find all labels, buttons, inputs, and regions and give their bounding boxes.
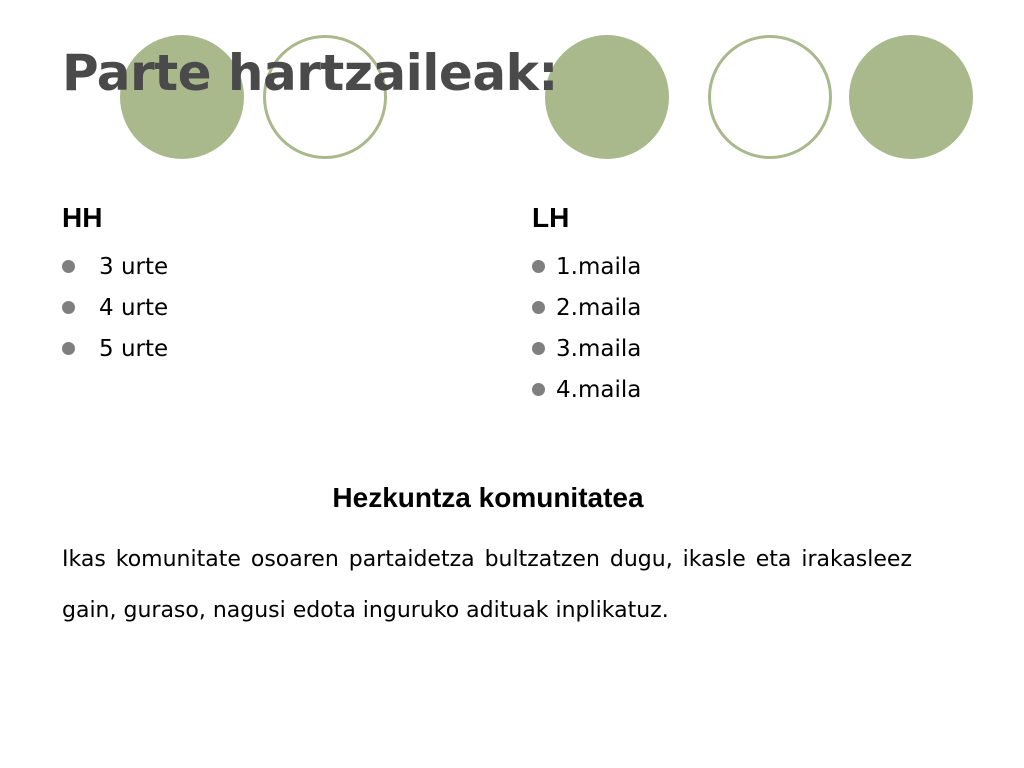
bullet-icon xyxy=(532,301,545,314)
list-item xyxy=(532,246,641,287)
bullet-icon xyxy=(532,383,545,396)
hh-list xyxy=(62,246,168,369)
list-item xyxy=(532,328,641,369)
list-item-label: 2.maila xyxy=(556,294,642,321)
list-item-label: 5 urte xyxy=(99,335,169,362)
list-item xyxy=(532,369,641,410)
lh-list xyxy=(532,246,641,410)
list-item xyxy=(62,246,168,287)
community-paragraph: Ikas komunitate osoaren partaidetza bultzatzen dugu, ikasle eta irakasleez gain, guraso, nagusi edota inguruko adituak inplikatuz. xyxy=(62,547,912,623)
list-item-label: 4.maila xyxy=(556,376,642,403)
hh-heading: HH xyxy=(62,202,103,233)
community-heading: Hezkuntza komunitatea xyxy=(332,482,644,513)
list-item-label: 4 urte xyxy=(99,294,169,321)
decorative-circle-outline xyxy=(708,35,832,159)
lh-column xyxy=(532,196,641,410)
decorative-circle-filled xyxy=(849,35,973,159)
bullet-icon xyxy=(62,260,75,273)
lh-heading: LH xyxy=(532,202,570,233)
hh-column xyxy=(62,196,168,369)
bullet-icon xyxy=(62,342,75,355)
list-item xyxy=(532,287,641,328)
list-item-label: 1.maila xyxy=(556,253,642,280)
list-item-label: 3.maila xyxy=(556,335,642,362)
bullet-icon xyxy=(62,301,75,314)
decorative-circle-filled xyxy=(545,35,669,159)
list-item-label: 3 urte xyxy=(99,253,169,280)
list-item xyxy=(62,328,168,369)
bullet-icon xyxy=(532,342,545,355)
slide-title: Parte hartzaileak: xyxy=(62,44,558,102)
list-item xyxy=(62,287,168,328)
bullet-icon xyxy=(532,260,545,273)
